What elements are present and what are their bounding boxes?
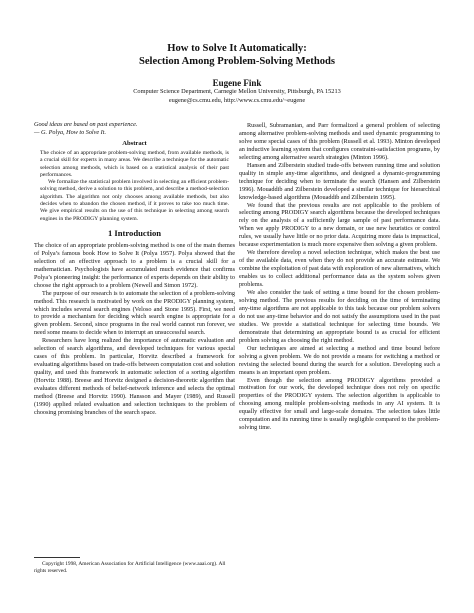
body-paragraph: The purpose of our research is to automate the selection of a problem-solving method. This research is motivated by work on the PRODIGY planning system, which includes several search engines (Veloso and Stone 1995). First, we need to provide a mechanism for deciding which search engine is appropriate for a given problem. Second, since programs in the real world cannot run forever, we need some means to decide when to interrupt an unsuccessful search. (34, 289, 235, 337)
author-name: Eugene Fink (212, 78, 262, 88)
footnote-rule (34, 557, 80, 558)
abstract-body (34, 150, 235, 223)
epigraph-attribution: — G. Polya, How to Solve It. (34, 128, 107, 136)
left-column (34, 121, 235, 417)
section-heading: 1 Introduction (107, 227, 162, 238)
body-paragraph: We therefore develop a novel selection technique, which makes the best use of the available data, even when they do not provide an accurate estimate. We combine the exploitation of past data with exploration of new alternatives, which enables us to collect additional performance data as the system solves given problems. (239, 249, 440, 289)
epigraph-quote: Good ideas are based on past experience. (34, 121, 138, 128)
paper-title (0, 42, 474, 68)
copyright-footnote (34, 557, 235, 575)
footnote-text: Copyright 1998, American Association for Artificial Intelligence (www.aaai.org). All rights reserved. (34, 561, 226, 574)
contact-info: eugene@cs.cmu.edu, http://www.cs.cmu.edu/~eugene (168, 96, 306, 104)
abstract-paragraph: We formalize the statistical problem involved in selecting an efficient problem-solving method, derive a solution to this problem, and describe a method-selection algorithm. The algorithm not only chooses among available methods, but also decides when to abandon the chosen method, if it proves to take too much time. We give empirical results on the use of this technique in selecting among search engines in the PRODIGY planning system. (40, 179, 229, 222)
body-paragraph: Hansen and Zilberstein studied trade-offs between running time and solution quality in simple any-time algorithms, and designed a dynamic-programming technique for deciding when to terminate the search (Hansen and Zilberstein 1996). Mouaddib and Zilberstein developed a similar technique for hierarchical knowledge-based algorithms (Mouaddib and Zilberstein 1995). (239, 161, 440, 201)
body-paragraph: We also consider the task of setting a time bound for the chosen problem-solving method. The previous results for deciding on the time of terminating any-time algorithms are not applicable to this task because our problem solvers do not use any-time behavior and do not satisfy the assumptions used in the past studies. We provide a statistical technique for selecting time bounds. We demonstrate that determining an appropriate bound is as crucial for efficient problem solving as choosing the right method. (239, 289, 440, 344)
abstract-paragraph: The choice of an appropriate problem-solving method, from available methods, is a crucial skill for experts in many areas. We describe a technique for the automatic selection among methods, which is based on a statistical analysis of their past performances. (40, 149, 229, 178)
body-paragraph: We found that the previous results are not applicable to the problem of selecting among PRODIGY search algorithms because the developed techniques rely on the analysis of a sufficiently large sample of past performance data. When we apply PRODIGY to a new domain, or use new heuristics or control rules, we usually have little or no prior data. Acquiring more data is impractical, because experimentation is much more expensive then solving a given problem. (239, 201, 440, 249)
body-paragraph: Researchers have long realized the importance of automatic evaluation and selection of search algorithms, and developed techniques for various special cases of this problem. In particular, Horvitz described a framework for evaluating algorithms based on trade-offs between computation cost and solution quality, and used this framework in automatic selection of a sorting algorithm (Horvitz 1988). Breese and Horvitz designed a decision-theoretic algorithm that evaluates different methods of belief-network inference and selects the optimal method (Breese and Horvitz 1990). Hansson and Mayer (1989), and Russell (1990) applied related evaluation and selection techniques to the problem of choosing promising branches of the search space. (34, 337, 235, 416)
affiliation: Computer Science Department, Carnegie Mellon University, Pittsburgh, PA 15213 (133, 88, 341, 95)
epigraph (34, 121, 235, 137)
abstract-heading: Abstract (122, 139, 147, 147)
title-line-2: Selection Among Problem-Solving Methods (138, 56, 336, 67)
body-paragraph: Russell, Subramanian, and Parr formalized a general problem of selecting among alternative problem-solving methods and used dynamic programming to solve some special cases of this problem (Russell et al. 1993). Minton developed an inductive learning system that configures constraint-satisfaction programs, by selecting among alternative search strategies (Minton 1996). (239, 122, 440, 161)
body-paragraph: Our techniques are aimed at selecting a method and time bound before solving a given problem. We do not provide a means for switching a method or revising the selected bound during the search for a solution. Developing such a means is an important open problem. (239, 344, 440, 376)
body-paragraph: Even though the selection among PRODIGY algorithms provided a motivation for our work, the developed technique does not rely on specific properties of the PRODIGY system. The selection algorithm is applicable to choosing among multiple problem-solving methods in any AI system. It is equally effective for small and large-scale domains. The selection takes little computation and its running time is usually negligible compared to the problem-solving time. (239, 376, 440, 432)
right-column (239, 122, 440, 432)
affiliation-block (0, 88, 474, 105)
body-paragraph: The choice of an appropriate problem-solving method is one of the main themes of Polya’s famous book How to Solve It (Polya 1957). Polya showed that the selection of an effective approach to a problem is a crucial skill for a mathematician. Psychologists have accumulated much evidence that confirms Polya’s pioneering insight: the performance of experts depends on their ability to choose the right approach to a problem (Newell and Simon 1972). (34, 241, 235, 289)
title-line-1: How to Solve It Automatically: (167, 43, 307, 54)
